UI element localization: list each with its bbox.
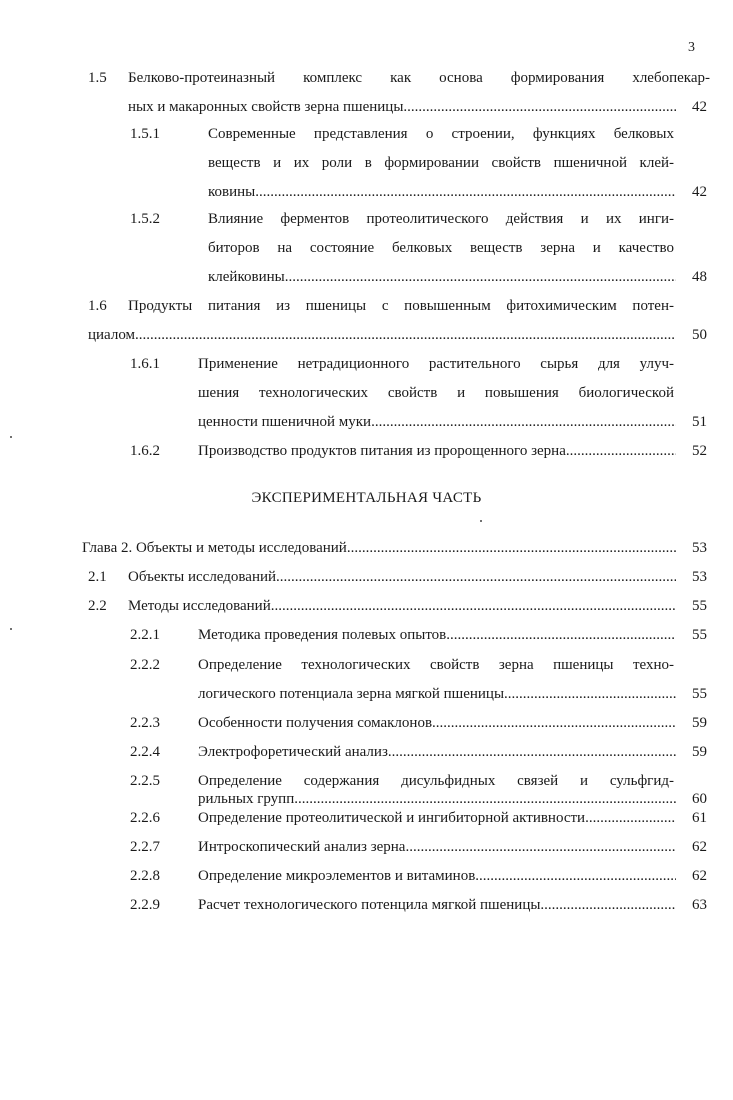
toc-title-line: Определение технологических свойств зерна пшеницы техно- [198, 657, 674, 673]
toc-title-line: Современные представления о строении, функциях белковых [208, 126, 674, 142]
toc-title-line: Продукты питания из пшеницы с повышенным фитохимическим потен- [128, 298, 674, 314]
toc-title-line: ценности пшеничной муки ..... [198, 414, 676, 431]
toc-title-line: шения технологических свойств и повышения биологической [198, 385, 674, 401]
toc-number: 2.2.9 [130, 897, 160, 913]
toc-title-line: Глава 2. Объекты и методы исследований ..... [82, 540, 676, 557]
toc-title-line: ковины ..... [208, 184, 676, 201]
toc-title-line: Белково-протеиназный комплекс как основа формирования хлебопекар- [128, 70, 710, 86]
toc-page: 50 [692, 327, 707, 343]
toc-number: 2.2.2 [130, 657, 160, 673]
toc-page: 53 [692, 569, 707, 585]
toc-page: 51 [692, 414, 707, 430]
toc-page: 52 [692, 443, 707, 459]
toc-number: 2.2.1 [130, 627, 160, 643]
toc-number: 1.5.1 [130, 126, 160, 142]
toc-title-line: Методы исследований ..... [128, 598, 676, 615]
toc-title-line: рильных групп ..... [198, 791, 676, 808]
toc-number: 2.2.6 [130, 810, 160, 826]
toc-number: 2.2.8 [130, 868, 160, 884]
toc-number: 2.2.3 [130, 715, 160, 731]
scan-speck [480, 520, 482, 522]
toc-page: 59 [692, 744, 707, 760]
toc-number: 2.1 [88, 569, 107, 585]
toc-title-line: Применение нетрадиционного растительного сырья для улуч- [198, 356, 674, 372]
toc-number: 1.6.2 [130, 443, 160, 459]
toc-title-line: веществ и их роли в формировании свойств пшеничной клей- [208, 155, 674, 171]
toc-number: 1.5.2 [130, 211, 160, 227]
toc-title-line: Производство продуктов питания из пророщенного зерна ..... [198, 443, 676, 460]
toc-page: 62 [692, 868, 707, 884]
toc-page: 62 [692, 839, 707, 855]
toc-page: 55 [692, 627, 707, 643]
toc-number: 2.2.5 [130, 773, 160, 789]
toc-title-line: биторов на состояние белковых веществ зерна и качество [208, 240, 674, 256]
toc-page: 55 [692, 598, 707, 614]
toc-number: 2.2.4 [130, 744, 160, 760]
toc-number: 2.2 [88, 598, 107, 614]
toc-page: 42 [692, 99, 707, 115]
toc-title-line: клейковины ..... [208, 269, 676, 286]
toc-title-line: Расчет технологического потенцила мягкой пшеницы ..... [198, 897, 676, 914]
toc-title-line: Влияние ферментов протеолитического действия и их инги- [208, 211, 674, 227]
toc-title-line: ных и макаронных свойств зерна пшеницы ..... [128, 99, 676, 116]
toc-title-line: Особенности получения сомаклонов ..... [198, 715, 676, 732]
toc-number: 1.5 [88, 70, 107, 86]
toc-title-line: Методика проведения полевых опытов ..... [198, 627, 676, 644]
toc-page: 60 [692, 791, 707, 807]
toc-page: 48 [692, 269, 707, 285]
toc-title-line: Электрофоретический анализ ..... [198, 744, 676, 761]
page-number: 3 [688, 40, 695, 55]
toc-number: 2.2.7 [130, 839, 160, 855]
toc-number: 1.6.1 [130, 356, 160, 372]
toc-page: 61 [692, 810, 707, 826]
toc-number: 1.6 [88, 298, 107, 314]
toc-title-line: циалом ..... [88, 327, 676, 344]
section-heading: ЭКСПЕРИМЕНТАЛЬНАЯ ЧАСТЬ [251, 490, 482, 506]
toc-title-line: Определение микроэлементов и витаминов ..... [198, 868, 676, 885]
scan-speck [10, 628, 12, 630]
toc-title-line: Определение протеолитической и ингибиторной активности ..... [198, 810, 676, 827]
toc-page: 55 [692, 686, 707, 702]
toc-page: 63 [692, 897, 707, 913]
toc-title-line: Объекты исследований ..... [128, 569, 676, 586]
toc-page: 53 [692, 540, 707, 556]
toc-page: 42 [692, 184, 707, 200]
scan-speck [10, 436, 12, 438]
toc-title-line: логического потенциала зерна мягкой пшеницы ..... [198, 686, 676, 703]
toc-title-line: Определение содержания дисульфидных связей и сульфгид- [198, 773, 674, 789]
toc-page: 59 [692, 715, 707, 731]
toc-title-line: Интроскопический анализ зерна ..... [198, 839, 676, 856]
